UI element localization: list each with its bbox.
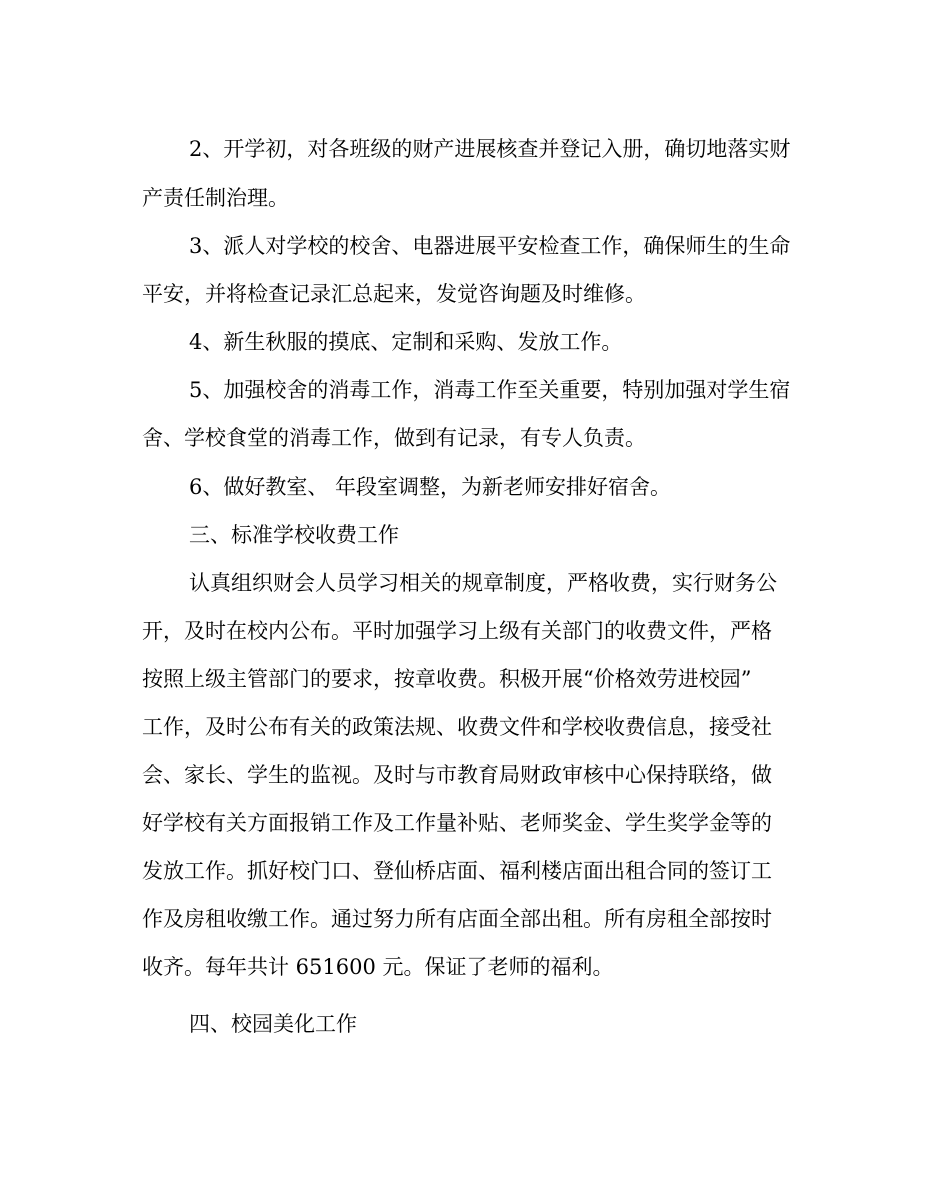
paragraph-line: 产责任制治理。 [142,186,289,210]
paragraph-line: 收齐。每年共计 651600 元。保证了老师的福利。 [142,955,614,979]
paragraph-line: 5、加强校舍的消毒工作，消毒工作至关重要，特别加强对学生宿 [189,378,791,402]
paragraph-line: 工作，及时公布有关的政策法规、收费文件和学校收费信息，接受社 [142,715,772,739]
paragraph-line: 发放工作。抓好校门口、登仙桥店面、福利楼店面出租合同的签订工 [142,859,772,883]
paragraph-line: 3、派人对学校的校舍、电器进展平安检查工作，确保师生的生命 [189,234,791,258]
paragraph-line: 平安，并将检查记录汇总起来，发觉咨询题及时维修。 [142,282,646,306]
paragraph-line: 6、做好教室、 年段室调整，为新老师安排好宿舍。 [189,475,672,499]
paragraph-line: 按照上级主管部门的要求，按章收费。积极开展“价格效劳进校园” [142,667,752,691]
paragraph-line: 舍、学校食堂的消毒工作，做到有记录，有专人负责。 [142,426,646,450]
paragraph-line: 4、新生秋服的摸底、定制和采购、发放工作。 [189,330,623,354]
paragraph-line: 开，及时在校内公布。平时加强学习上级有关部门的收费文件，严格 [142,619,772,643]
paragraph-line: 2、开学初，对各班级的财产进展核查并登记入册，确切地落实财 [189,137,791,161]
paragraph-line: 认真组织财会人员学习相关的规章制度，严格收费，实行财务公 [189,571,777,595]
paragraph-line: 好学校有关方面报销工作及工作量补贴、老师奖金、学生奖学金等的 [142,811,772,835]
paragraph-line: 会、家长、学生的监视。及时与市教育局财政审核中心保持联络，做 [142,763,772,787]
section-heading: 三、标准学校收费工作 [189,523,399,547]
paragraph-line: 作及房租收缴工作。通过努力所有店面全部出租。所有房租全部按时 [142,907,772,931]
section-heading: 四、校园美化工作 [189,1012,357,1036]
